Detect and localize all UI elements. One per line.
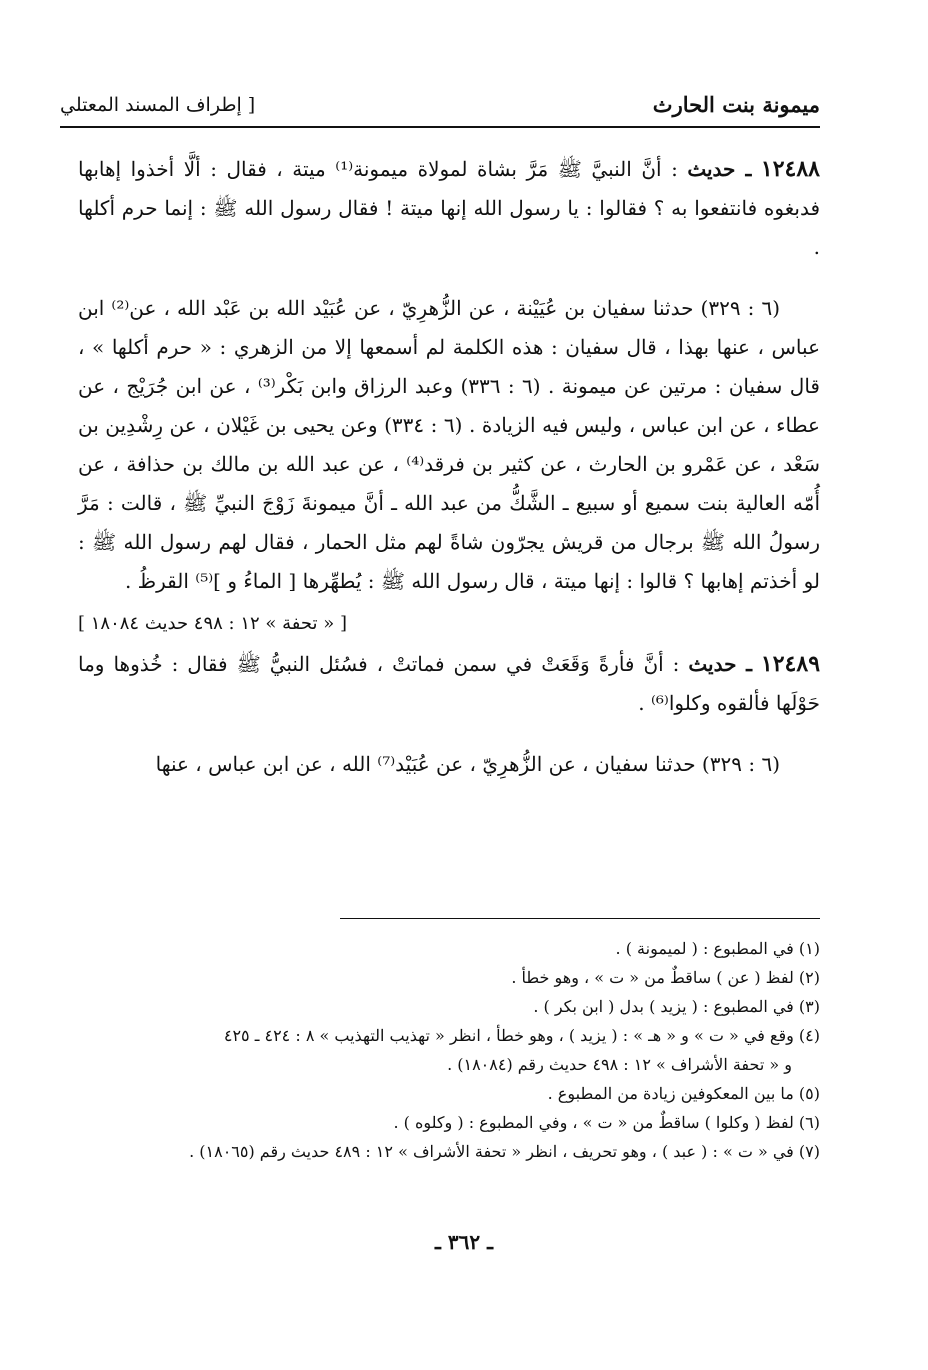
hadith-12488-isnad: (٦ : ٣٢٩) حدثنا سفيان بن عُيَيْنة ، عن الزُّهرِيّ ، عن عُبَيْد الله بن عَبْد الله ، عن⁽²⁾ ابن عباس ، عنها بهذا ، قال سفيان : هذه الكلمة لم أسمعها إلا من الزهري : « حرم أكلها » ، قال سفيان : مرتين عن ميمونة . (٦ : ٣٣٦) وعبد الرزاق وابن بَكْر⁽³⁾ ، عن ابن جُرَيْج ، عن عطاء ، عن ابن عباس ، وليس فيه الزيادة . (٦ : ٣٣٤) وعن يحيى بن غَيْلان ، عن رِشْدِين بن سَعْد ، عن عَمْرو بن الحارث ، عن كثير بن فرقد⁽⁴⁾ ، عن عبد الله بن مالك بن حذافة ، عن أُمّه العالية بنت سميع أو سبيع ـ الشَّكُّ من عبد الله ـ أنَّ ميمونةَ زَوْجَ النبيِّ ﷺ ، قالت : مَرَّ رسولُ الله ﷺ برجال من قريش يجرّون شاةً لهم مثل الحمار ، فقال لهم رسول الله ﷺ : لو أخذتم إهابها ؟ قالوا : إنها ميتة ، قال رسول الله ﷺ : يُطهِّرها [ الماءُ و ]⁽⁵⁾ القرظُ .	[78, 296, 820, 593]
footnote: (١) في المطبوع : ( لميمونة ) .	[615, 939, 820, 958]
footnote-separator	[340, 918, 820, 919]
page-number: ـ ٣٦٢ ـ	[435, 1230, 493, 1254]
footnote-continuation: و « تحفة الأشراف » ١٢ : ٤٩٨ حديث رقم (١٨٠٨٤) .	[447, 1055, 792, 1074]
tuhfa-reference: [ « تحفة » ١٢ : ٤٩٨ حديث ١٨٠٨٤ ]	[78, 613, 347, 634]
running-header	[60, 86, 820, 128]
footnote: (٢) لفظ ( عن ) ساقطٌ من « ت » ، وهو خطأ .	[511, 968, 820, 987]
chapter-title: ميمونة بنت الحارث	[652, 92, 820, 117]
hadith-text: : أنَّ النبيَّ ﷺ مَرَّ بشاة لمولاة ميمونة⁽¹⁾ ميتة ، فقال : ألَّا أخذوا إهابها فدبغوه فانتفعوا به ؟ فقالوا : يا رسول الله إنها ميتة ! فقال رسول الله ﷺ : إنما حرم أكلها .	[78, 157, 820, 259]
footnote: (٣) في المطبوع : ( يزيد ) بدل ( ابن بكر ) .	[533, 997, 820, 1016]
hadith-text: : أنَّ فأرةً وَقَعَتْ في سمن فماتتْ ، فسُئل النبيُّ ﷺ فقال : خُذوها وما حَوْلَها فألقوه وكلوا⁽⁶⁾ .	[78, 652, 820, 715]
footnotes	[78, 934, 820, 1166]
footnote: (٦) لفظ ( وكلوا ) ساقطٌ من « ت » ، وفي المطبوع : ( وكلوه ) .	[393, 1113, 820, 1132]
main-text	[78, 150, 820, 784]
footnote: (٧) في « ت » : ( عبد ) ، وهو تحريف ، انظر « تحفة الأشراف » ١٢ : ٤٨٩ حديث رقم (١٨٠٦٥) .	[189, 1142, 820, 1161]
hadith-12489-isnad: (٦ : ٣٢٩) حدثنا سفيان ، عن الزُّهرِيّ ، عن عُبَيْد⁽⁷⁾ الله ، عن ابن عباس ، عنها	[155, 752, 780, 776]
hadith-number: ١٢٤٨٨	[760, 156, 820, 182]
hadith-12489-matn	[78, 645, 820, 723]
footnote: (٥) ما بين المعكوفين زيادة من المطبوع .	[547, 1084, 820, 1103]
book-title: [ إطراف المسند المعتلي	[60, 94, 256, 116]
footnote: (٤) وقع في « ت » و « هـ » : ( يزيد ) ، وهو خطأ ، انظر « تهذيب التهذيب » ٨ : ٤٢٤ ـ ٤٢٥	[223, 1026, 820, 1045]
hadith-label: ـ حديث	[687, 157, 752, 181]
hadith-number: ١٢٤٨٩	[760, 651, 821, 677]
hadith-label: ـ حديث	[688, 652, 752, 676]
hadith-12488-matn	[78, 150, 820, 267]
